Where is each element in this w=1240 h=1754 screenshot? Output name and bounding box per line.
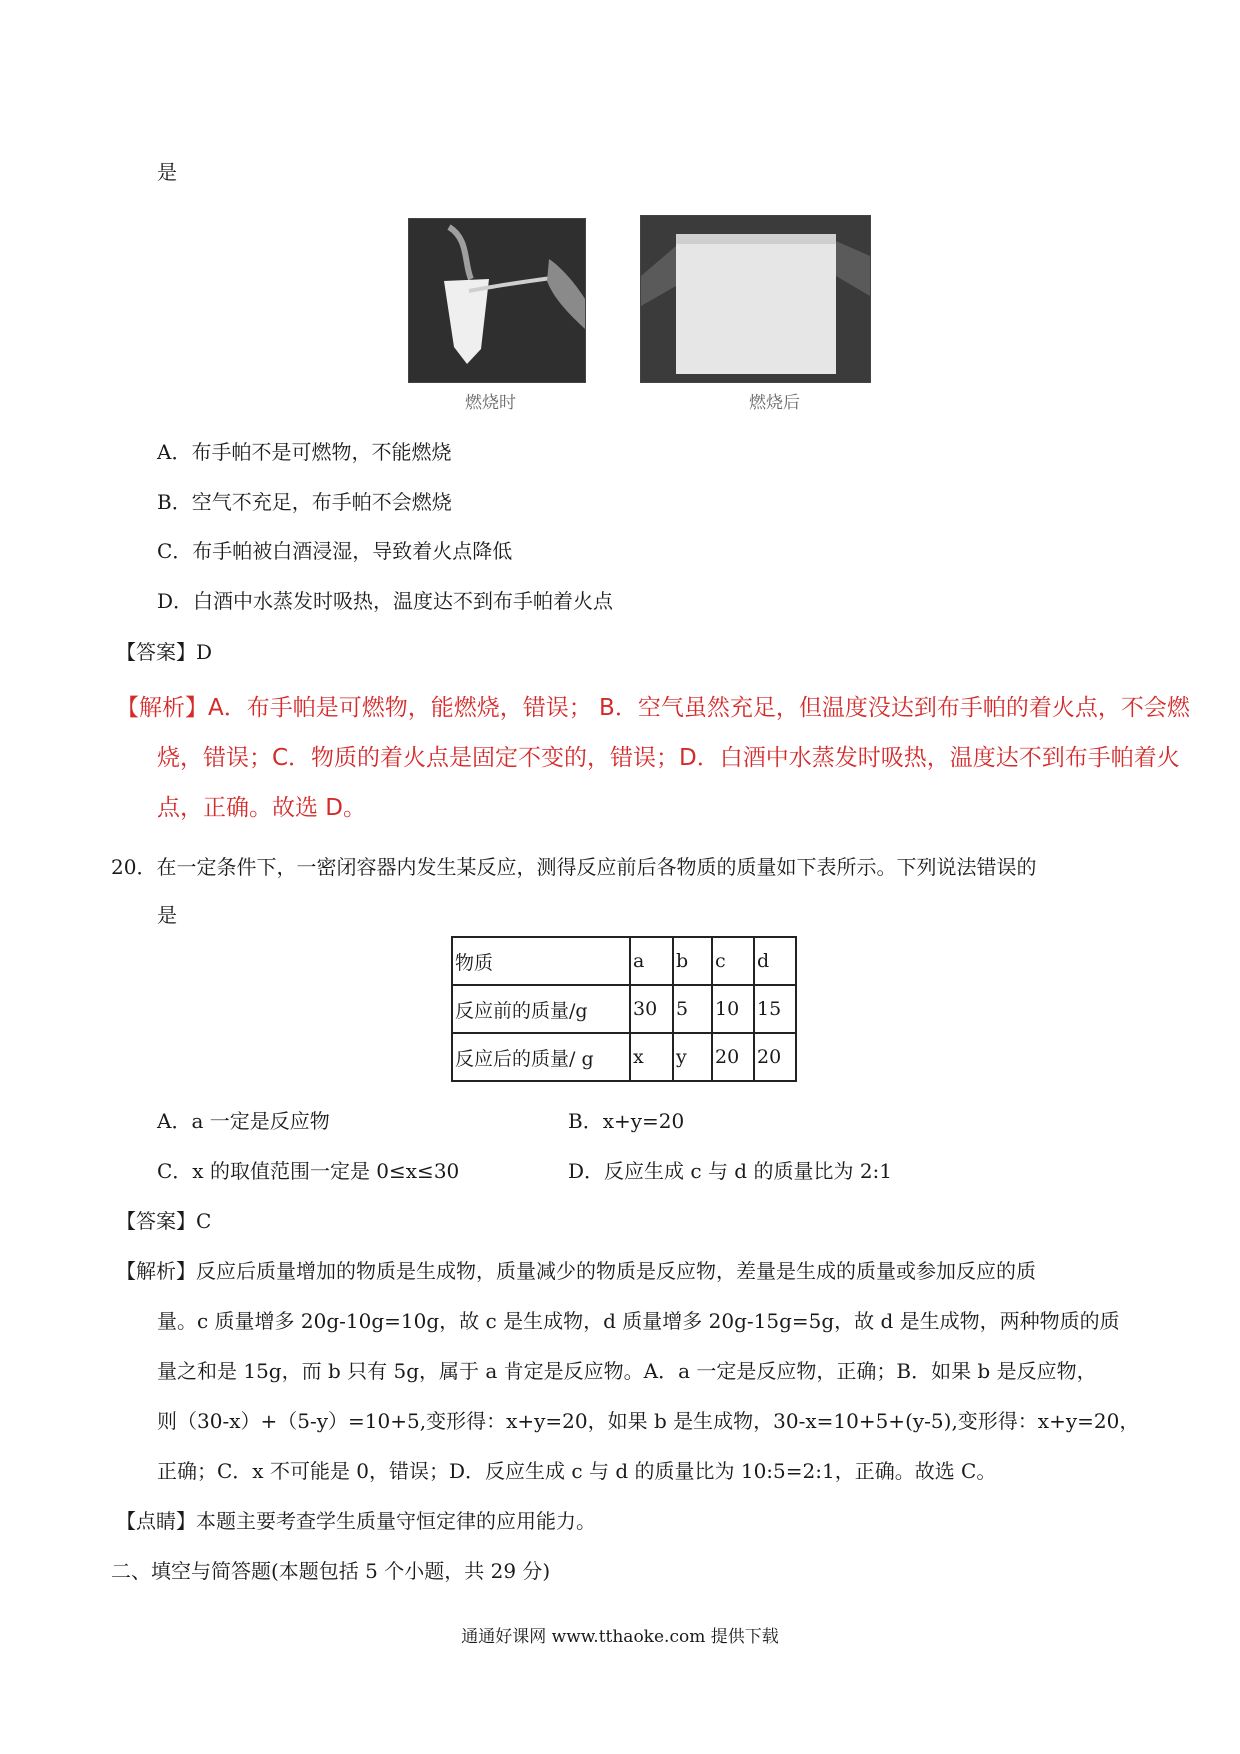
q20-analysis-line-5: 正确；C．x 不可能是 0，错误；D．反应生成 c 与 d 的质量比为 10:5=2:1，正确。故选 C。 [157, 1459, 997, 1483]
q20-option-c: C．x 的取值范围一定是 0≤x≤30 [157, 1159, 460, 1183]
q20-option-a: A．a 一定是反应物 [157, 1109, 330, 1133]
left-photo-caption: 燃烧时 [465, 393, 516, 413]
table-cell: 反应前的质量/g [452, 985, 630, 1033]
q20-analysis-line-1: 【解析】反应后质量增加的物质是生成物，质量减少的物质是反应物，差量是生成的质量或参加反应的质 [116, 1259, 1036, 1283]
q19-option-d: D．白酒中水蒸发时吸热，温度达不到布手帕着火点 [157, 589, 614, 613]
q19-option-b: B．空气不充足，布手帕不会燃烧 [157, 490, 452, 514]
table-cell: 5 [673, 985, 712, 1033]
burning-handkerchief-photo [408, 218, 586, 383]
mass-table [451, 936, 797, 1082]
q19-analysis-line-2: 烧，错误；C．物质的着火点是固定不变的，错误；D．白酒中水蒸发时吸热，温度达不到布手帕着火 [157, 745, 1180, 771]
after-burning-photo [640, 215, 871, 383]
burning-handkerchief-illustration [409, 219, 585, 382]
q19-option-c: C．布手帕被白酒浸湿，导致着火点降低 [157, 539, 513, 563]
q20-analysis-line-2: 量。c 质量增多 20g-10g=10g，故 c 是生成物，d 质量增多 20g-15g=5g，故 d 是生成物，两种物质的质 [157, 1309, 1120, 1333]
q19-answer: 【答案】D [116, 640, 213, 664]
q19-analysis-line-3: 点，正确。故选 D。 [157, 795, 367, 821]
table-row [452, 937, 796, 985]
table-cell: a [630, 937, 673, 985]
table-cell: y [673, 1033, 712, 1081]
q20-option-d: D．反应生成 c 与 d 的质量比为 2:1 [568, 1159, 893, 1183]
table-row [452, 985, 796, 1033]
table-cell: 10 [712, 985, 754, 1033]
q20-answer: 【答案】C [116, 1209, 212, 1233]
q19-analysis-line-1: 【解析】A．布手帕是可燃物，能燃烧，错误； B．空气虽然充足，但温度没达到布手帕的着火点，不会燃 [116, 695, 1190, 721]
page-footer: 通通好课网 www.tthaoke.com 提供下载 [461, 1627, 779, 1647]
table-cell: 反应后的质量/ g [452, 1033, 630, 1081]
q20-stem-line-2: 是 [157, 903, 177, 927]
table-cell: 30 [630, 985, 673, 1033]
right-photo-caption: 燃烧后 [749, 393, 800, 413]
table-cell: 15 [754, 985, 796, 1033]
q20-stem-line-1: 20．在一定条件下，一密闭容器内发生某反应，测得反应前后各物质的质量如下表所示。下列说法错误的 [111, 855, 1037, 879]
table-cell: c [712, 937, 754, 985]
table-cell: b [673, 937, 712, 985]
table-cell: d [754, 937, 796, 985]
table-row [452, 1033, 796, 1081]
table-cell: 物质 [452, 937, 630, 985]
table-cell: 20 [754, 1033, 796, 1081]
q20-comment: 【点睛】本题主要考查学生质量守恒定律的应用能力。 [116, 1509, 596, 1533]
table-cell: 20 [712, 1033, 754, 1081]
table-cell: x [630, 1033, 673, 1081]
q20-analysis-line-4: 则（30-x）+（5-y）=10+5,变形得：x+y=20，如果 b 是生成物，30-x=10+5+(y-5),变形得：x+y=20， [157, 1409, 1140, 1433]
q20-analysis-line-3: 量之和是 15g，而 b 只有 5g，属于 a 肯定是反应物。A．a 一定是反应物，正确；B．如果 b 是反应物， [157, 1359, 1097, 1383]
q19-option-a: A．布手帕不是可燃物，不能燃烧 [157, 440, 452, 464]
q20-option-b: B．x+y=20 [568, 1109, 685, 1133]
q19-stem-tail: 是 [157, 160, 177, 184]
section-heading: 二、填空与简答题(本题包括 5 个小题，共 29 分) [111, 1559, 551, 1583]
unburned-handkerchief-illustration [641, 216, 870, 382]
